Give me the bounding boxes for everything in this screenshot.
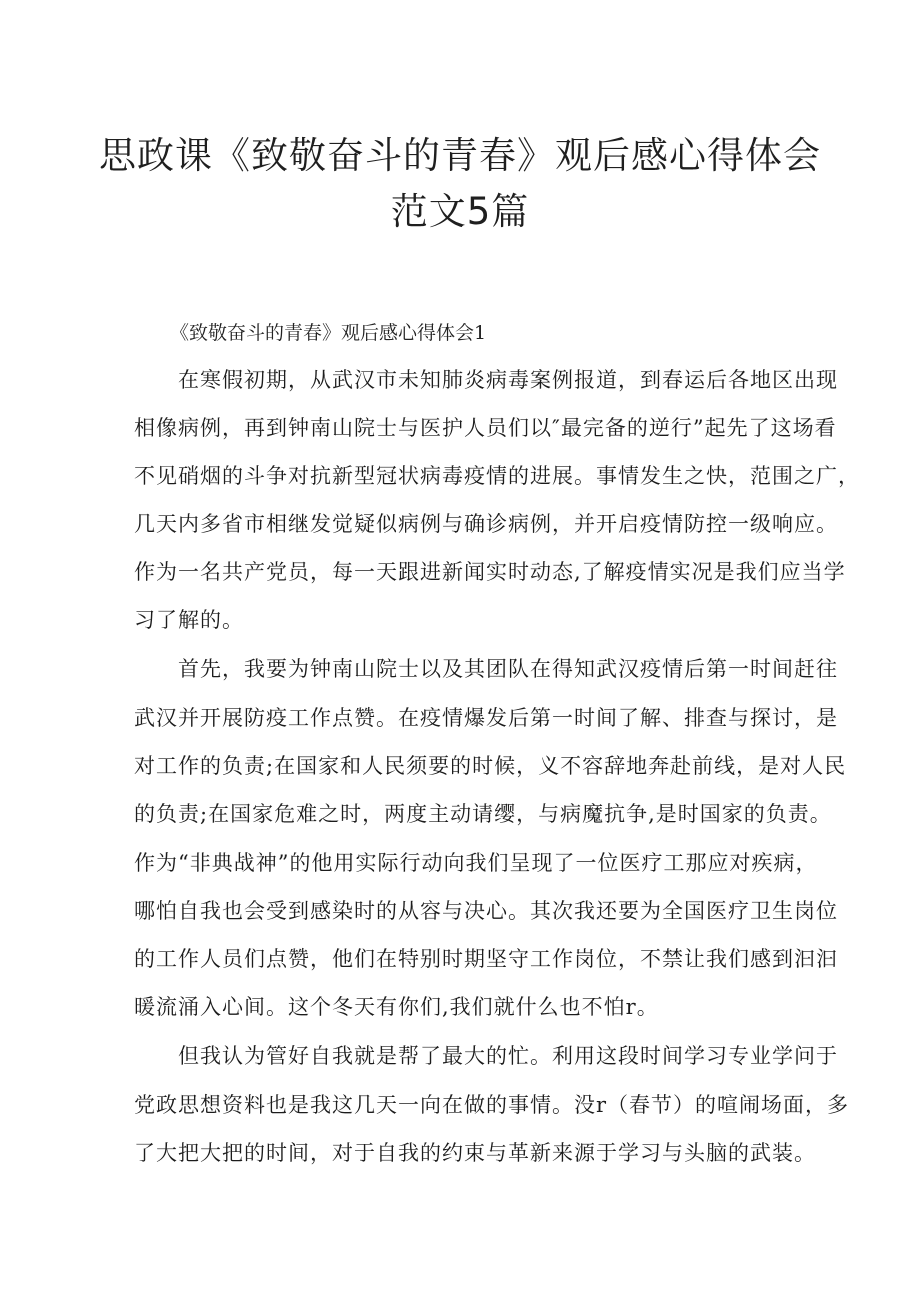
paragraph-1-line-1: 在寒假初期，从武汉市未知肺炎病毒案例报道，到春运后各地区出现 — [178, 368, 838, 392]
paragraph-2-line-8: 暖流涌入心间。这个冬天有你们,我们就什么也不怕r。 — [134, 995, 659, 1019]
paragraph-1-line-6: 习了解的。 — [134, 608, 244, 632]
paragraph-3-line-2: 党政思想资料也是我这几天一向在做的事情。没r（春节）的喧闹场面，多 — [134, 1093, 850, 1117]
document-title-line-1: 思政课《致敬奋斗的青春》观后感心得体会 — [99, 134, 821, 177]
paragraph-2-line-3: 对工作的负责;在国家和人民须要的时候，义不容辞地奔赴前线，是对人民 — [134, 754, 847, 778]
paragraph-2-line-4: 的负责;在国家危难之时，两度主动请缨，与病魔抗争,是时国家的负责。 — [134, 802, 832, 826]
paragraph-2-line-1: 首先，我要为钟南山院士以及其团队在得知武汉疫情后第一时间赶往 — [178, 657, 838, 681]
section-heading: 《致敬奋斗的青春》观后感心得体会1 — [170, 322, 487, 344]
document-title-line-2: 范文5篇 — [390, 190, 530, 233]
paragraph-2-line-2: 武汉并开展防疫工作点赞。在疫情爆发后第一时间了解、排查与探讨，是 — [134, 706, 838, 730]
paragraph-2-line-5: 作为“非典战神”的他用实际行动向我们呈现了一位医疗工那应对疾病， — [134, 851, 818, 875]
paragraph-1-line-5: 作为一名共产党员，每一天跟进新闻实时动态,了解疫情实况是我们应当学 — [134, 560, 846, 584]
paragraph-3-line-1: 但我认为管好自我就是帮了最大的忙。利用这段时间学习专业学问于 — [178, 1044, 838, 1068]
paragraph-2-line-7: 的工作人员们点赞，他们在特别时期坚守工作岗位，不禁让我们感到汩汩 — [134, 947, 838, 971]
paragraph-1-line-4: 几天内多省市相继发觉疑似病例与确诊病例，并开启疫情防控一级响应。 — [134, 512, 838, 536]
paragraph-1-line-3: 不见硝烟的斗争对抗新型冠状病毒疫情的进展。事情发生之快，范围之广， — [134, 464, 860, 488]
paragraph-3-line-3: 了大把大把的时间，对于自我的约束与革新来源于学习与头脑的武装。 — [134, 1141, 816, 1165]
paragraph-2-line-6: 哪怕自我也会受到感染时的从容与决心。其次我还要为全国医疗卫生岗位 — [134, 899, 838, 923]
paragraph-1-line-2: 相像病例，再到钟南山院士与医护人员们以″最完备的逆行”起先了这场看 — [134, 416, 837, 440]
